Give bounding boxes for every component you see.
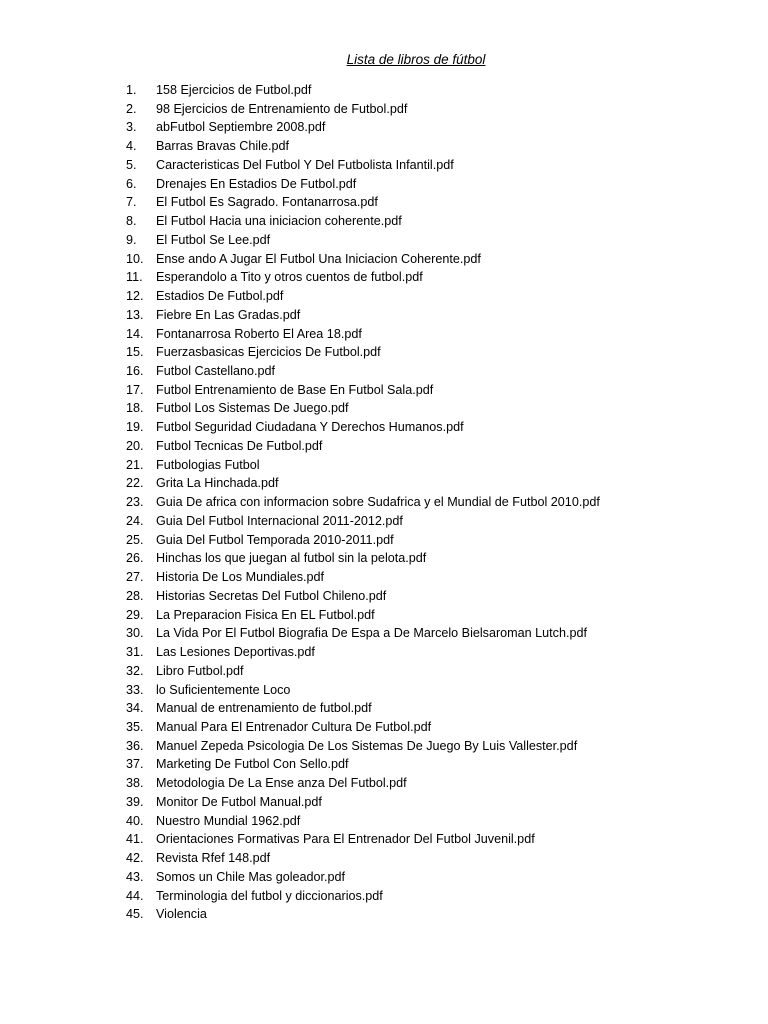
- list-item: [126, 493, 600, 512]
- list-item-number: 41.: [126, 832, 144, 847]
- list-item-title: Orientaciones Formativas Para El Entrenador Del Futbol Juvenil.pdf: [156, 832, 535, 847]
- list-item: [126, 100, 600, 119]
- list-item-title: La Preparacion Fisica En EL Futbol.pdf: [156, 607, 375, 622]
- list-item: [126, 868, 600, 887]
- list-item-number: 28.: [126, 588, 144, 603]
- list-item: [126, 381, 600, 400]
- list-item-number: 25.: [126, 532, 144, 547]
- list-item: [126, 437, 600, 456]
- list-item-title: Grita La Hinchada.pdf: [156, 476, 279, 491]
- list-item: [126, 418, 600, 437]
- list-item: [126, 81, 600, 100]
- list-item-title: El Futbol Hacia una iniciacion coherente.pdf: [156, 214, 402, 229]
- list-item-number: 3.: [126, 120, 137, 135]
- list-item-title: 98 Ejercicios de Entrenamiento de Futbol.pdf: [156, 101, 408, 116]
- list-item: [126, 549, 600, 568]
- list-item-title: Hinchas los que juegan al futbol sin la pelota.pdf: [156, 551, 427, 566]
- list-item-number: 13.: [126, 307, 144, 322]
- list-item-number: 36.: [126, 738, 144, 753]
- list-item-title: Futbol Castellano.pdf: [156, 364, 276, 379]
- list-item-title: El Futbol Se Lee.pdf: [156, 232, 271, 247]
- list-item-number: 15.: [126, 345, 144, 360]
- list-item-number: 17.: [126, 382, 144, 397]
- list-item-title: Revista Rfef 148.pdf: [156, 851, 271, 866]
- list-item-number: 5.: [126, 157, 137, 172]
- list-item: [126, 755, 600, 774]
- list-item-number: 11.: [126, 270, 143, 285]
- list-item-title: Historia De Los Mundiales.pdf: [156, 570, 324, 585]
- list-item-title: Futbologias Futbol: [156, 457, 260, 472]
- list-item-number: 45.: [126, 907, 144, 922]
- book-list: [126, 81, 600, 924]
- list-item-number: 39.: [126, 794, 144, 809]
- list-item: [126, 287, 600, 306]
- list-item-number: 27.: [126, 570, 144, 585]
- list-item-number: 33.: [126, 682, 144, 697]
- list-item: [126, 662, 600, 681]
- list-item-title: abFutbol Septiembre 2008.pdf: [156, 120, 326, 135]
- list-item-number: 10.: [126, 251, 144, 266]
- list-item-title: La Vida Por El Futbol Biografia De Espa a De Marcelo Bielsaroman Lutch.pdf: [156, 626, 587, 641]
- list-item-title: Historias Secretas Del Futbol Chileno.pdf: [156, 588, 387, 603]
- list-item-number: 32.: [126, 663, 144, 678]
- list-item-number: 9.: [126, 232, 137, 247]
- list-item-number: 4.: [126, 139, 137, 154]
- list-item-title: Fiebre En Las Gradas.pdf: [156, 307, 301, 322]
- list-item: [126, 362, 600, 381]
- list-item: [126, 737, 600, 756]
- list-item: [126, 568, 600, 587]
- list-item-title: Guia Del Futbol Internacional 2011-2012.pdf: [156, 513, 403, 528]
- list-item-title: Futbol Tecnicas De Futbol.pdf: [156, 438, 323, 453]
- list-item-title: Metodologia De La Ense anza Del Futbol.pdf: [156, 776, 407, 791]
- list-item-title: Fontanarrosa Roberto El Area 18.pdf: [156, 326, 362, 341]
- list-item-title: Manual Para El Entrenador Cultura De Futbol.pdf: [156, 719, 432, 734]
- list-item: [126, 325, 600, 344]
- list-item-number: 30.: [126, 626, 144, 641]
- list-item-number: 43.: [126, 869, 144, 884]
- list-item: [126, 343, 600, 362]
- list-item-number: 12.: [126, 289, 144, 304]
- list-item-number: 37.: [126, 757, 144, 772]
- list-item-title: Estadios De Futbol.pdf: [156, 289, 284, 304]
- list-item-title: Drenajes En Estadios De Futbol.pdf: [156, 176, 357, 191]
- list-item: [126, 531, 600, 550]
- list-item: [126, 268, 600, 287]
- list-item-number: 22.: [126, 476, 144, 491]
- list-item: [126, 681, 600, 700]
- list-item-title: Caracteristicas Del Futbol Y Del Futbolista Infantil.pdf: [156, 157, 454, 172]
- list-item-title: lo Suficientemente Loco: [156, 682, 291, 697]
- list-item-title: Guia Del Futbol Temporada 2010-2011.pdf: [156, 532, 394, 547]
- list-item-number: 16.: [126, 364, 144, 379]
- list-item-title: Ense ando A Jugar El Futbol Una Iniciacion Coherente.pdf: [156, 251, 481, 266]
- list-item: [126, 306, 600, 325]
- list-item-number: 26.: [126, 551, 144, 566]
- list-item: [126, 624, 600, 643]
- list-item-title: Futbol Seguridad Ciudadana Y Derechos Humanos.pdf: [156, 420, 464, 435]
- list-item-title: Las Lesiones Deportivas.pdf: [156, 645, 315, 660]
- list-item: [126, 156, 600, 175]
- list-item: [126, 774, 600, 793]
- list-item: [126, 212, 600, 231]
- list-item-title: Marketing De Futbol Con Sello.pdf: [156, 757, 349, 772]
- list-item: [126, 718, 600, 737]
- list-item-title: Manual de entrenamiento de futbol.pdf: [156, 701, 372, 716]
- list-item-title: Somos un Chile Mas goleador.pdf: [156, 869, 346, 884]
- list-item-number: 40.: [126, 813, 144, 828]
- list-item-title: Nuestro Mundial 1962.pdf: [156, 813, 301, 828]
- list-item: [126, 175, 600, 194]
- list-item: [126, 474, 600, 493]
- list-item: [126, 699, 600, 718]
- list-item-number: 31.: [126, 645, 144, 660]
- list-item: [126, 887, 600, 906]
- list-item-number: 23.: [126, 495, 144, 510]
- list-item-number: 34.: [126, 701, 144, 716]
- list-item-number: 18.: [126, 401, 144, 416]
- list-item-title: Guia De africa con informacion sobre Sudafrica y el Mundial de Futbol 2010.pdf: [156, 495, 600, 510]
- list-item-title: Violencia: [156, 907, 207, 922]
- list-item: [126, 250, 600, 269]
- list-item: [126, 193, 600, 212]
- list-item-title: Monitor De Futbol Manual.pdf: [156, 794, 322, 809]
- list-item-title: Futbol Los Sistemas De Juego.pdf: [156, 401, 349, 416]
- list-item-number: 42.: [126, 851, 144, 866]
- list-item-title: Manuel Zepeda Psicologia De Los Sistemas De Juego By Luis Vallester.pdf: [156, 738, 578, 753]
- list-item: [126, 606, 600, 625]
- list-item-title: Terminologia del futbol y diccionarios.pdf: [156, 888, 383, 903]
- list-item-number: 6.: [126, 176, 137, 191]
- list-item-title: Futbol Entrenamiento de Base En Futbol Sala.pdf: [156, 382, 434, 397]
- list-item-number: 24.: [126, 513, 144, 528]
- list-item: [126, 905, 600, 924]
- list-item: [126, 830, 600, 849]
- list-item-number: 19.: [126, 420, 144, 435]
- list-item-number: 2.: [126, 101, 137, 116]
- list-item: [126, 793, 600, 812]
- list-item-title: 158 Ejercicios de Futbol.pdf: [156, 83, 312, 97]
- list-item-number: 8.: [126, 214, 137, 229]
- list-item: [126, 512, 600, 531]
- list-item-number: 21.: [126, 457, 144, 472]
- list-item-title: Esperandolo a Tito y otros cuentos de futbol.pdf: [156, 270, 423, 285]
- list-item-number: 38.: [126, 776, 144, 791]
- list-item-number: 44.: [126, 888, 144, 903]
- list-item: [126, 118, 600, 137]
- list-item-title: Barras Bravas Chile.pdf: [156, 139, 289, 154]
- list-item-number: 1.: [126, 83, 137, 97]
- list-item: [126, 456, 600, 475]
- list-item-number: 14.: [126, 326, 144, 341]
- list-item-number: 29.: [126, 607, 144, 622]
- list-item: [126, 849, 600, 868]
- list-item: [126, 231, 600, 250]
- list-item: [126, 587, 600, 606]
- list-item: [126, 137, 600, 156]
- list-item-number: 7.: [126, 195, 137, 210]
- list-item-title: El Futbol Es Sagrado. Fontanarrosa.pdf: [156, 195, 378, 210]
- document-title: Lista de libros de fútbol: [346, 52, 486, 67]
- list-item-number: 35.: [126, 719, 144, 734]
- list-item-number: 20.: [126, 438, 144, 453]
- list-item-title: Fuerzasbasicas Ejercicios De Futbol.pdf: [156, 345, 381, 360]
- list-item: [126, 812, 600, 831]
- list-item: [126, 399, 600, 418]
- list-item-title: Libro Futbol.pdf: [156, 663, 244, 678]
- list-item: [126, 643, 600, 662]
